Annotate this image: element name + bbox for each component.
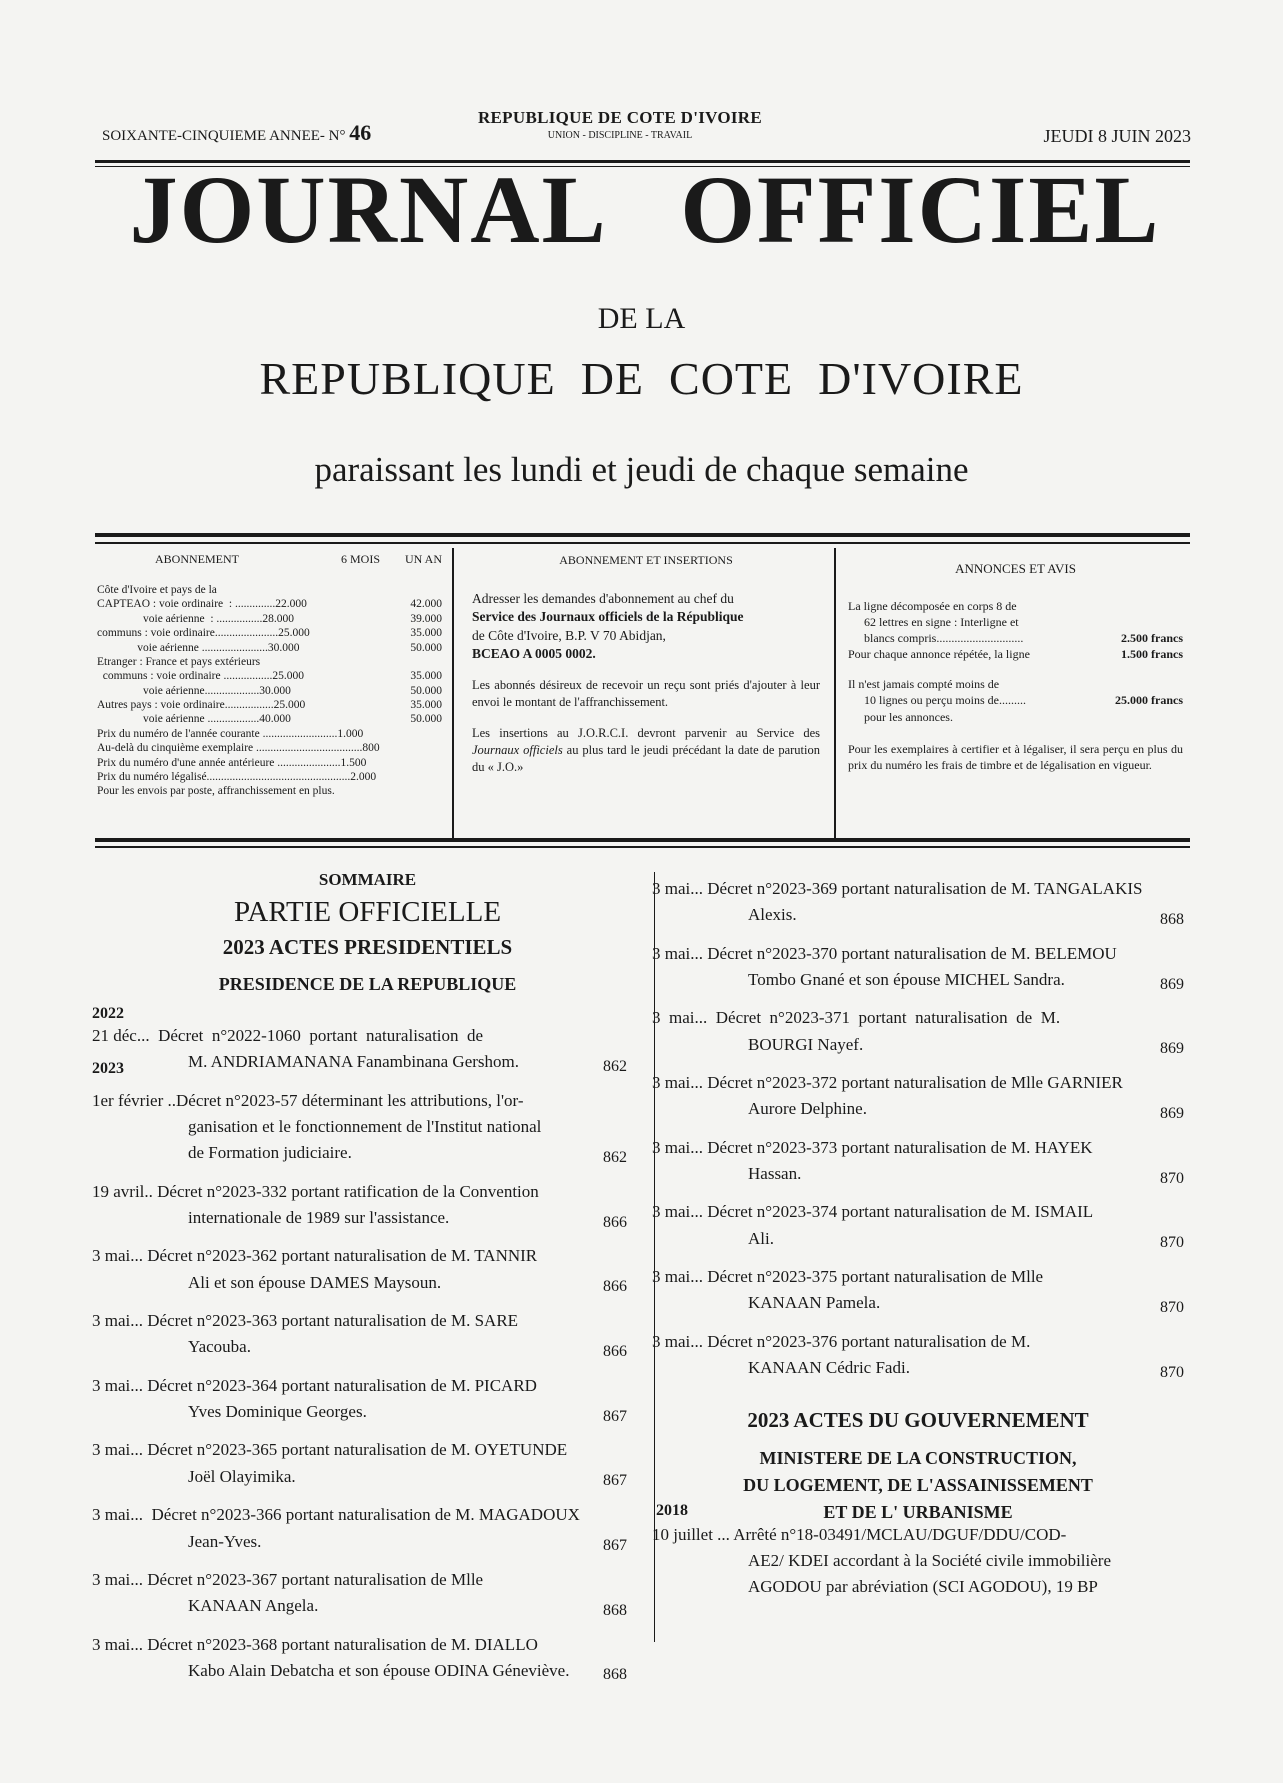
sommaire-entry	[92, 1179, 627, 1232]
sommaire-entry	[92, 1437, 627, 1490]
abonnement-line	[97, 655, 442, 669]
tariff-divider-2	[834, 548, 836, 838]
abonnement-lines	[97, 583, 442, 799]
abonnement-line-label: communs : voie ordinaire......................25.000	[97, 627, 310, 640]
issue-number: 46	[349, 120, 372, 145]
insertions-p1c: de Côte d'Ivoire, B.P. V 70 Abidjan,	[472, 627, 666, 643]
abonnement-line-label: voie aérienne .......................30.000	[97, 641, 300, 654]
sommaire-entry	[92, 1308, 627, 1361]
entry-lead: 3 mai... Décret n°2023-369 portant naturalisation de M. TANGALAKIS	[652, 879, 1143, 898]
actes-gouvernement: 2023 ACTES DU GOUVERNEMENT	[747, 1407, 1089, 1432]
entry-page-number: 868	[603, 1666, 627, 1684]
entry-sub: Ali et son épouse DAMES Maysoun.	[188, 1272, 442, 1292]
abonnement-line-label: Autres pays : voie ordinaire.................25.000	[97, 699, 306, 711]
right-entries	[652, 876, 1184, 1382]
year-issue-label: SOIXANTE-CINQUIEME ANNEE- N°	[102, 128, 346, 144]
sommaire-entry	[652, 876, 1184, 929]
abonnement-line	[97, 597, 442, 611]
abonnement-line-label: voie aérienne ..................40.000	[97, 713, 291, 726]
arrete-entry	[652, 1522, 1184, 1601]
abonnement-line-label: Etranger : France et pays extérieurs	[97, 655, 261, 668]
tariff-rule-top	[95, 533, 1190, 537]
insertions-p3a: Les insertions au J.O.R.C.I. devront parvenir au Service des	[472, 725, 820, 740]
abonnement-line-annual: 50.000	[410, 641, 442, 654]
abonnement-line-label: Prix du numéro d'une année antérieure ......................1.500	[97, 756, 367, 769]
entry-page-number: 869	[1160, 1040, 1184, 1058]
sommaire-entry	[92, 1088, 627, 1167]
insertions-p1a: Adresser les demandes d'abonnement au chef du	[472, 591, 734, 607]
entry-lead: 3 mai... Décret n°2023-374 portant naturalisation de M. ISMAIL	[652, 1202, 1094, 1222]
entry-lead: 3 mai... Décret n°2023-372 portant naturalisation de Mlle GARNIER	[652, 1073, 1123, 1093]
annonces-l3: blancs compris.............................	[864, 630, 1024, 645]
sommaire-entry	[652, 1264, 1184, 1317]
entry-page-number: 866	[603, 1213, 627, 1231]
entry-lead: 3 mai... Décret n°2023-375 portant naturalisation de Mlle	[652, 1267, 1044, 1287]
ministere-line-1: MINISTERE DE LA CONSTRUCTION,	[759, 1447, 1077, 1468]
abonnement-line-label: CAPTEAO : voie ordinaire : ..............22.000	[97, 598, 307, 611]
entry-page-number: 870	[1160, 1299, 1184, 1317]
republic-title: REPUBLIQUE DE COTE D'IVOIRE	[259, 353, 1024, 404]
sommaire-heading: SOMMAIRE	[318, 870, 417, 889]
abonnement-line-annual	[382, 741, 442, 755]
annonces-l4-price: 1.500 francs	[1121, 647, 1183, 662]
annonces-heading: ANNONCES ET AVIS	[955, 561, 1076, 576]
entry-sub: Hassan.	[748, 1164, 802, 1184]
sommaire-entry	[652, 1070, 1184, 1123]
insertions-p3-em: Journaux officiels	[472, 742, 563, 757]
ministere-line-2: DU LOGEMENT, DE L'ASSAINISSEMENT	[743, 1474, 1093, 1495]
entry-lead: 3 mai... Décret n°2023-365 portant naturalisation de M. OYETUNDE	[92, 1440, 568, 1460]
abonnement-line-annual: 35.000	[410, 627, 442, 640]
entry-sub: internationale de 1989 sur l'assistance.	[188, 1208, 450, 1228]
sommaire-entry	[652, 1135, 1184, 1188]
annonces-section	[848, 560, 1183, 773]
entry-sub: Tombo Gnané et son épouse MICHEL Sandra.	[748, 970, 1065, 990]
entry-sub: Kabo Alain Debatcha et son épouse ODINA Géneviève.	[188, 1660, 570, 1680]
issue-date: JEUDI 8 JUIN 2023	[1043, 126, 1191, 146]
annonces-final: Pour les exemplaires à certifier et à légaliser, il sera perçu en plus du prix du numéro les frais de timbre et de légalisation en vigueur.	[848, 741, 1183, 773]
abonnement-line	[97, 741, 442, 755]
abonnement-line	[97, 641, 442, 655]
entry-lead: 3 mai... Décret n°2023-371 portant naturalisation de M.	[652, 1008, 1061, 1028]
sommaire-entry	[652, 941, 1184, 994]
abonnement-line-annual	[382, 727, 442, 741]
entry-lead: 3 mai... Décret n°2023-363 portant naturalisation de M. SARE	[92, 1311, 519, 1331]
entry-lead: 1er février ..Décret n°2023-57 déterminant les attributions, l'or-	[92, 1090, 524, 1110]
de-la-line: DE LA	[597, 302, 686, 335]
entry-lead: 3 mai... Décret n°2023-368 portant naturalisation de M. DIALLO	[92, 1634, 538, 1654]
annonces-l6-price: 25.000 francs	[1115, 693, 1183, 708]
sommaire-entry	[92, 1567, 627, 1620]
arrete-sub-1: AE2/ KDEI accordant à la Société civile immobilière	[748, 1550, 1112, 1570]
entry-sub: ganisation et le fonctionnement de l'Institut national	[188, 1117, 542, 1137]
insertions-p1b: Service des Journaux officiels de la République	[472, 609, 744, 625]
sommaire-entry	[92, 1373, 627, 1426]
abonnement-line-annual: 50.000	[410, 684, 442, 697]
sommaire-header	[95, 870, 640, 995]
country-block	[420, 108, 820, 141]
abonnement-line-annual: 35.000	[410, 670, 442, 683]
left-entries	[92, 1023, 627, 1684]
abonnement-line-label: Pour les envois par poste, affranchissement en plus.	[97, 785, 335, 798]
entry-lead: 3 mai... Décret n°2023-364 portant naturalisation de M. PICARD	[92, 1375, 537, 1395]
abonnement-line	[97, 669, 442, 683]
sommaire-entry	[652, 1199, 1184, 1252]
entry-lead: 3 mai... Décret n°2023-376 portant naturalisation de M.	[652, 1331, 1031, 1351]
col-un-an: UN AN	[404, 552, 442, 566]
year-2018: 2018	[656, 1501, 688, 1519]
annonces-l1: La ligne décomposée en corps 8 de	[848, 598, 1017, 613]
entry-sub: KANAAN Pamela.	[748, 1293, 881, 1313]
entry-page-number: 870	[1160, 1234, 1184, 1252]
arrete-lead: 10 juillet ... Arrêté n°18-03491/MCLAU/DGUF/DDU/COD-	[652, 1524, 1067, 1544]
entry-page-number: 867	[603, 1472, 627, 1490]
insertions-heading: ABONNEMENT ET INSERTIONS	[559, 553, 733, 567]
entry-lead: 3 mai... Décret n°2023-362 portant naturalisation de M. TANNIR	[92, 1246, 538, 1266]
right-column	[652, 876, 1184, 1601]
entry-lead: 21 déc... Décret n°2022-1060 portant naturalisation de	[92, 1026, 484, 1045]
country-motto: UNION - DISCIPLINE - TRAVAIL	[547, 130, 693, 141]
entry-lead: 3 mai... Décret n°2023-370 portant naturalisation de M. BELEMOU	[652, 943, 1117, 963]
abonnement-line-annual	[382, 756, 442, 770]
entry-sub: Ali.	[748, 1228, 774, 1248]
entry-sub: KANAAN Cédric Fadi.	[748, 1358, 910, 1378]
abonnement-line-label: voie aérienne : ................28.000	[97, 612, 295, 625]
annonces-l3-price: 2.500 francs	[1121, 630, 1183, 645]
sommaire-entry	[92, 1023, 627, 1076]
entry-sub: Aurore Delphine.	[748, 1099, 867, 1119]
abonnement-line	[97, 756, 442, 770]
abonnement-line-annual	[382, 583, 442, 597]
entry-sub: BOURGI Nayef.	[748, 1034, 864, 1054]
entry-sub: M. ANDRIAMANANA Fanambinana Gershom.	[188, 1052, 520, 1072]
annonces-l6: 10 lignes ou perçu moins de.........	[864, 693, 1026, 708]
entry-page-number: 866	[603, 1342, 627, 1360]
entry-page-number: 867	[603, 1537, 627, 1555]
abonnement-line-annual: 39.000	[410, 612, 442, 625]
abonnement-line-annual	[382, 784, 442, 798]
entry-page-number: 867	[603, 1407, 627, 1425]
abonnement-line	[97, 698, 442, 712]
abonnement-line-annual: 35.000	[410, 699, 442, 711]
abonnement-line	[97, 583, 442, 597]
insertions-p2: Les abonnés désireux de recevoir un reçu sont priés d'ajouter à leur envoi le montant de l'affranchissement.	[472, 678, 820, 709]
abonnement-line	[97, 770, 442, 784]
year-2023: 2023	[92, 1059, 124, 1077]
annonces-l7: pour les annonces.	[864, 709, 953, 724]
entry-page-number: 868	[1160, 910, 1184, 928]
abonnement-line-label: Prix du numéro légalisé..................................................2.000	[97, 770, 377, 783]
abonnement-line-annual: 50.000	[410, 713, 442, 726]
sommaire-entry	[652, 1329, 1184, 1382]
entry-lead: 3 mai... Décret n°2023-367 portant naturalisation de Mlle	[92, 1569, 484, 1589]
abonnement-heading: ABONNEMENT	[155, 552, 239, 566]
entry-page-number: 869	[1160, 1104, 1184, 1122]
abonnement-line-label: Prix du numéro de l'année courante ..........................1.000	[97, 727, 364, 740]
col-6mois: 6 MOIS	[340, 552, 380, 566]
arrete-sub-2: AGODOU par abréviation (SCI AGODOU), 19 BP	[748, 1577, 1098, 1597]
publication-frequency: paraissant les lundi et jeudi de chaque semaine	[314, 450, 969, 489]
entry-sub: KANAAN Angela.	[188, 1596, 319, 1616]
presidence-heading: PRESIDENCE DE LA REPUBLIQUE	[218, 974, 517, 994]
entry-page-number: 862	[603, 1057, 627, 1075]
entry-page-number: 870	[1160, 1363, 1184, 1381]
entry-lead: 3 mai... Décret n°2023-366 portant naturalisation de M. MAGADOUX	[92, 1505, 580, 1525]
entry-page-number: 869	[1160, 975, 1184, 993]
entry-lead: 19 avril.. Décret n°2023-332 portant ratification de la Convention	[92, 1181, 539, 1201]
year-2022: 2022	[92, 1005, 124, 1022]
abonnement-line	[97, 612, 442, 626]
abonnement-line-label: Au-delà du cinquième exemplaire .....................................800	[97, 742, 380, 755]
annonces-l4: Pour chaque annonce répétée, la ligne	[848, 647, 1030, 662]
abonnement-line-label: communs : voie ordinaire .................25.000	[97, 670, 304, 683]
entry-lead: 3 mai... Décret n°2023-373 portant naturalisation de M. HAYEK	[652, 1137, 1093, 1157]
insertions-section	[472, 552, 820, 789]
insertions-p3b: au plus tard le jeudi précédant la date de parution du « J.O.»	[472, 742, 820, 774]
entry-sub-2: de Formation judiciaire.	[188, 1143, 352, 1163]
annonces-l5: Il n'est jamais compté moins de	[848, 677, 1000, 692]
insertions-p1d: BCEAO A 0005 0002.	[472, 645, 596, 661]
sommaire-entry	[92, 1632, 627, 1685]
entry-page-number: 866	[603, 1278, 627, 1296]
abonnement-line	[97, 712, 442, 726]
entry-page-number: 870	[1160, 1169, 1184, 1187]
journal-title: JOURNAL OFFICIEL	[129, 156, 1161, 263]
entry-sub: Alexis.	[748, 905, 797, 925]
tariff-divider-1	[452, 548, 454, 838]
ministere-line-3: ET DE L' URBANISME	[823, 1501, 1013, 1522]
abonnement-line	[97, 626, 442, 640]
abonnement-line	[97, 727, 442, 741]
abonnement-section	[97, 552, 442, 799]
abonnement-line-label: voie aérienne...................30.000	[97, 684, 291, 697]
entry-sub: Jean-Yves.	[188, 1531, 262, 1551]
partie-officielle: PARTIE OFFICIELLE	[233, 896, 502, 928]
annonces-l2: 62 lettres en signe : Interligne et	[864, 614, 1019, 629]
entry-sub: Yves Dominique Georges.	[188, 1402, 367, 1422]
abonnement-line	[97, 784, 442, 798]
left-column	[92, 1005, 627, 1696]
country-name: REPUBLIQUE DE COTE D'IVOIRE	[477, 108, 763, 127]
actes-presidentiels: 2023 ACTES PRESIDENTIELS	[222, 935, 513, 959]
sommaire-entry	[652, 1005, 1184, 1058]
tariff-rule-bottom-2	[95, 846, 1190, 848]
entry-page-number: 868	[603, 1601, 627, 1619]
sommaire-entry	[92, 1243, 627, 1296]
abonnement-line-annual	[382, 770, 442, 784]
entry-sub: Joël Olayimika.	[188, 1466, 296, 1486]
tariff-rule-bottom	[95, 838, 1190, 842]
abonnement-line	[97, 684, 442, 698]
abonnement-line-label: Côte d'Ivoire et pays de la	[97, 584, 217, 596]
issue-line	[102, 120, 371, 146]
entry-page-number: 862	[603, 1148, 627, 1166]
abonnement-line-annual: 42.000	[410, 598, 442, 611]
tariff-rule-top-2	[95, 542, 1190, 544]
entry-sub: Yacouba.	[188, 1337, 251, 1357]
abonnement-line-annual	[382, 655, 442, 669]
sommaire-entry	[92, 1502, 627, 1555]
